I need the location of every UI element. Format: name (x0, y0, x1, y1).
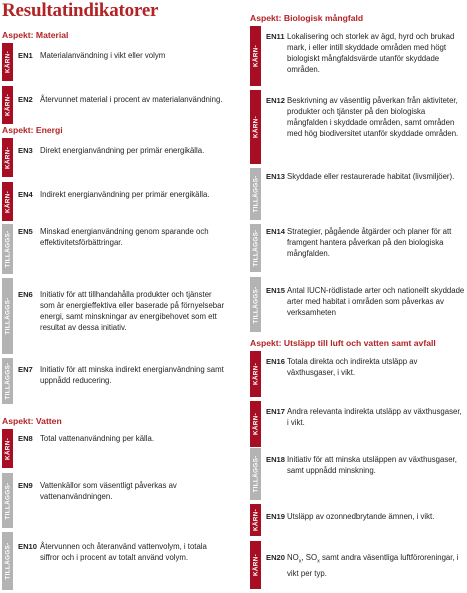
karn-tag: KÄRN- (250, 90, 261, 164)
indicator-code: EN19 (266, 512, 285, 521)
indicator-en1 (2, 43, 226, 81)
page-title: Resultatindikatorer (2, 0, 159, 21)
indicator-text: Återvunnet material i procent av materialanvändning. (40, 95, 223, 104)
indicator-text: Återvunnen och återanvänd vattenvolym, i totala siffror och i procent av totalt använd volym. (40, 542, 207, 562)
indicator-text: Initiativ för att minska indirekt energianvändning samt uppnådd reducering. (40, 365, 224, 385)
indicator-en6 (2, 278, 226, 354)
indicator-text: Utsläpp av ozonnedbrytande ämnen, i vikt. (287, 512, 435, 521)
indicator-text: Lokalisering och storlek av ägd, hyrd och brukad mark, i eller intill skyddade områden med högt biologiskt mångfaldsvärde utanför skyddade områden. (287, 32, 455, 74)
indicator-text: Vattenkällor som väsentligt påverkas av vattenanvändningen. (40, 481, 177, 501)
karn-tag: KÄRN- (250, 401, 261, 447)
tillaggs-tag: TILLÄGGS- (2, 278, 13, 354)
indicator-en8 (2, 429, 226, 468)
indicator-code: EN13 (266, 172, 285, 181)
indicator-code: EN5 (18, 227, 33, 236)
indicator-text: Andra relevanta indirekta utsläpp av växthusgaser, i vikt. (287, 407, 462, 427)
indicator-code: EN2 (18, 95, 33, 104)
indicator-en10 (2, 532, 226, 590)
indicator-text: Initiativ för att minska utsläppen av växthusgaser, samt uppnådd minskning. (287, 455, 457, 475)
tillaggs-tag: TILLÄGGS- (2, 473, 13, 528)
indicator-en4 (2, 182, 226, 221)
indicator-code: EN17 (266, 407, 285, 416)
indicator-text: Antal IUCN-rödlistade arter och nationellt skyddade arter med habitat i områden som påverkas av verksamheten (287, 286, 465, 317)
indicator-code: EN20 (266, 553, 285, 562)
indicator-en9 (2, 473, 226, 528)
indicator-code: EN9 (18, 481, 33, 490)
indicator-code: EN12 (266, 96, 285, 105)
indicator-text: Total vattenanvändning per källa. (40, 434, 154, 443)
indicator-text: Indirekt energianvändning per primär energikälla. (40, 190, 210, 199)
indicator-code: EN7 (18, 365, 33, 374)
aspect-heading-biologisk: Aspekt: Biologisk mångfald (250, 13, 364, 23)
indicator-code: EN18 (266, 455, 285, 464)
indicator-text: Strategier, pågående åtgärder och planer för att framgent hantera påverkan på den biologiska mångfalden. (287, 227, 452, 258)
indicator-code: EN3 (18, 146, 33, 155)
indicator-en13 (250, 168, 465, 220)
karn-tag: KÄRN- (2, 86, 13, 124)
indicator-code: EN6 (18, 290, 33, 299)
tillaggs-tag: TILLÄGGS- (250, 168, 261, 220)
indicator-text: Minskad energianvändning genom sparande och effektivitetsförbättringar. (40, 227, 209, 247)
tillaggs-tag: TILLÄGGS- (2, 224, 13, 274)
tillaggs-tag: TILLÄGGS- (250, 224, 261, 272)
indicator-code: EN4 (18, 190, 33, 199)
indicator-code: EN15 (266, 286, 285, 295)
indicator-en17 (250, 401, 465, 447)
indicator-en12 (250, 90, 465, 164)
aspect-heading-material: Aspekt: Material (2, 30, 69, 40)
indicator-en11 (250, 26, 465, 86)
aspect-heading-utslapp: Aspekt: Utsläpp till luft och vatten samt avfall (250, 338, 436, 348)
indicator-text: Initiativ för att tillhandahålla produkter och tjänster som är energieffektiva eller baserade på förnyelsebar energi, samt minskningar av energibehovet som ett resultat av dessa initiativ. (40, 290, 225, 332)
karn-tag: KÄRN- (2, 43, 13, 81)
indicator-code: EN16 (266, 357, 285, 366)
karn-tag: KÄRN- (2, 429, 13, 468)
indicator-text: Direkt energianvändning per primär energikälla. (40, 146, 205, 155)
indicator-text: $NO_x$, $SO_x$ samt andra väsentliga luftföroreningar, i vikt per typ. (287, 553, 459, 578)
indicator-en14 (250, 224, 465, 272)
karn-tag: KÄRN- (2, 182, 13, 221)
indicator-code: EN8 (18, 434, 33, 443)
tillaggs-tag: TILLÄGGS- (250, 448, 261, 500)
karn-tag: KÄRN- (250, 26, 261, 86)
indicator-text: Beskrivning av väsentlig påverkan från aktiviteter, produkter och tjänster på den biologiska mångfalden i skyddade områden, samt områden med hög biodiversitet utanför skyddade områden. (287, 96, 459, 138)
indicator-text: Skyddade eller restaurerade habitat (livsmiljöer). (287, 172, 455, 181)
indicator-en15 (250, 277, 465, 332)
indicator-text: Totala direkta och indirekta utsläpp av växthusgaser, i vikt. (287, 357, 418, 377)
indicator-code: EN11 (266, 32, 285, 41)
indicator-en20 (250, 541, 465, 589)
aspect-heading-vatten: Aspekt: Vatten (2, 416, 62, 426)
tillaggs-tag: TILLÄGGS- (2, 358, 13, 404)
indicator-code: EN10 (18, 542, 37, 551)
indicator-text: Materialanvändning i vikt eller volym (40, 51, 166, 60)
indicator-en18 (250, 448, 465, 500)
karn-tag: KÄRN- (250, 351, 261, 397)
tillaggs-tag: TILLÄGGS- (2, 532, 13, 590)
indicator-en5 (2, 224, 226, 274)
indicator-code: EN1 (18, 51, 33, 60)
indicator-en3 (2, 138, 226, 177)
indicator-en19 (250, 504, 465, 536)
aspect-heading-energi: Aspekt: Energi (2, 125, 63, 135)
tillaggs-tag: TILLÄGGS- (250, 277, 261, 332)
indicator-en7 (2, 358, 226, 404)
karn-tag: KÄRN- (250, 541, 261, 589)
karn-tag: KÄRN- (2, 138, 13, 177)
karn-tag: KÄRN- (250, 504, 261, 536)
indicator-en16 (250, 351, 465, 397)
indicator-code: EN14 (266, 227, 285, 236)
indicator-en2 (2, 86, 226, 124)
